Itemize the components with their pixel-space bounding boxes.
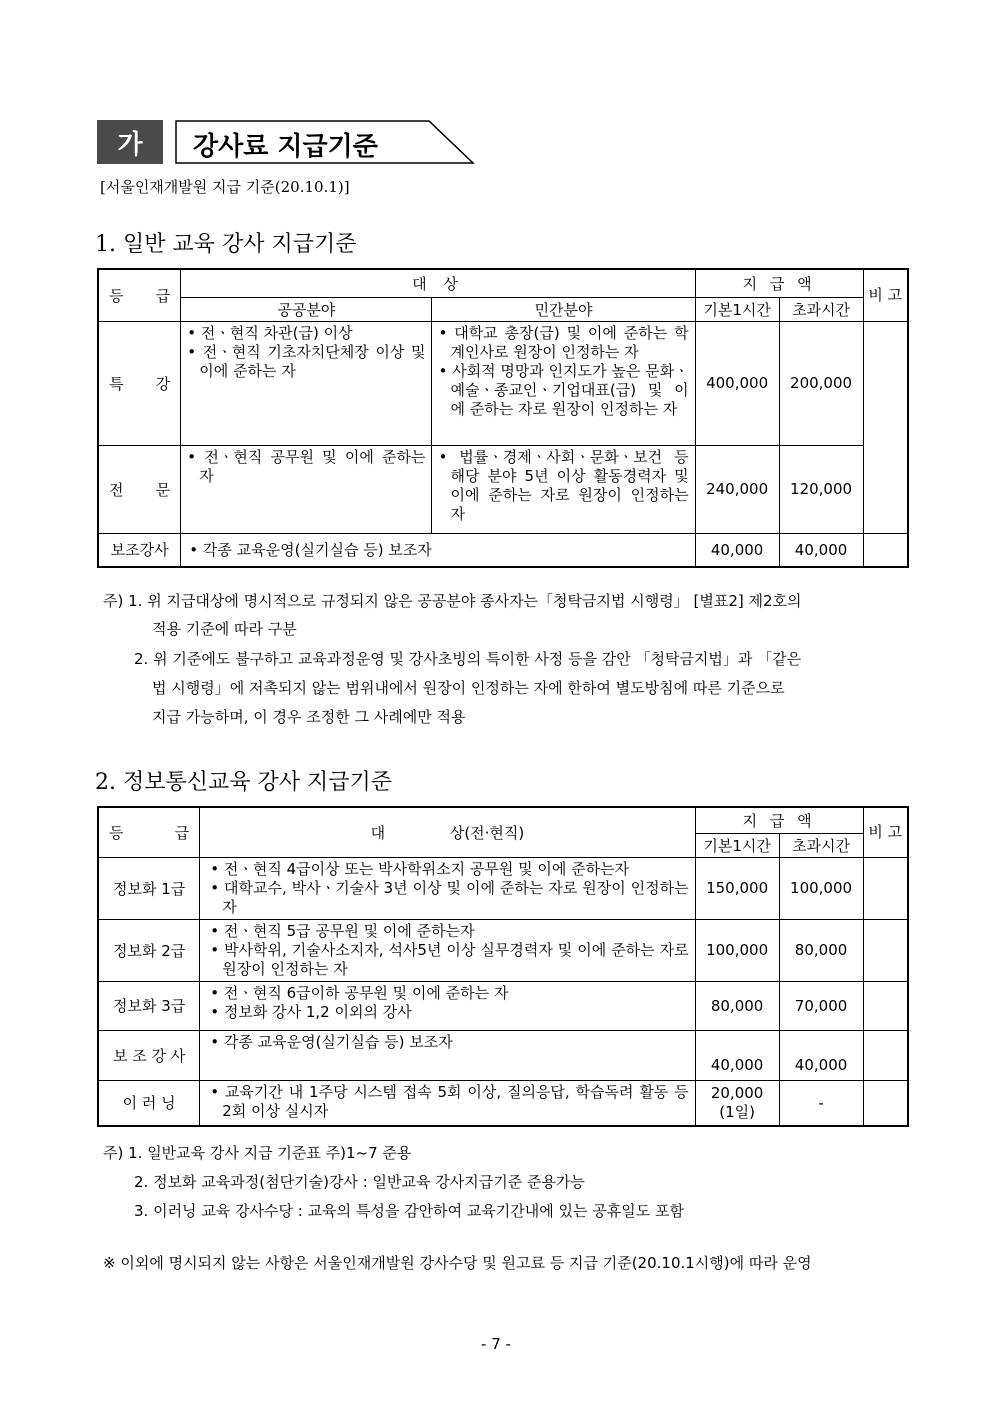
note-1: 주) 1. 일반교육 강사 지급 기준표 주)1~7 준용 [103,1144,412,1162]
list-item: • 전ㆍ현직 5급 공무원 및 이에 준하는자 [210,921,475,940]
note-cell [863,533,908,567]
list-item: • 사회적 명망과 인지도가 높은 문화ㆍ예술ㆍ종교인ㆍ기업대표(급) 및 이에 준하는 자로 원장이 인정하는 자 [438,361,689,418]
table-row [98,919,908,981]
table-row [98,981,908,1030]
header-extra-time: 초과시간 [779,297,863,321]
footnote: ※ 이외에 명시되지 않는 사항은 서울인재개발원 강사수당 및 원고료 등 지급 기준(20.10.1시행)에 따라 운영 [103,1254,812,1272]
note-3: 3. 이러닝 교육 강사수당 : 교육의 특성을 감안하여 교육기간내에 있는 공휴일도 포함 [134,1202,684,1220]
list-item: • 교육기간 내 1주당 시스템 접속 5회 이상, 질의응답, 학습독려 활동 등 2회 이상 실시자 [210,1082,689,1120]
base-pay-amount: 20,000 [710,1083,764,1102]
base-pay-cell: 100,000 [695,919,779,981]
header-target: 대 상 [181,269,695,297]
list-item: • 전ㆍ현직 공무원 및 이에 준하는 자 [187,447,426,485]
note-cell [863,1080,908,1126]
header-grade: 등 급 [98,807,200,857]
header-extra-time: 초과시간 [779,833,863,857]
target-cell [200,981,695,1030]
grade-cell: 정보화 3급 [98,981,200,1030]
base-pay-cell: 400,000 [695,321,779,445]
note-2-cont: 법 시행령」에 저촉되지 않는 범위내에서 원장이 인정하는 자에 한하여 별도방침에 따른 기준으로 [152,679,785,697]
header-pay: 지 급 액 [695,269,863,297]
target-cell [200,1080,695,1126]
public-target-cell [181,445,432,533]
note-1: 주) 1. 위 지급대상에 명시적으로 규정되지 않은 공공분야 종사자는「청탁금지법 시행령」 [별표2] 제2호의 [103,592,802,610]
grade-cell: 특 강 [98,321,181,445]
public-target-cell [181,321,432,445]
grade-cell: 이 러 닝 [98,1080,200,1126]
header-grade: 등 급 [98,269,181,321]
note-1-cont: 적용 기준에 따라 구분 [152,620,297,638]
general-instructor-table [97,268,909,568]
grade-cell: 보 조 강 사 [98,1030,200,1080]
note-cell [863,981,908,1030]
extra-pay-cell: 40,000 [779,1030,863,1080]
base-pay-cell [695,1080,779,1126]
table-row [98,857,908,919]
page-title: 강사료 지급기준 [193,132,378,162]
extra-pay-cell: 120,000 [779,445,863,533]
header-note: 비 고 [863,269,908,321]
note-cell [863,919,908,981]
page-number: - 7 - [481,1335,511,1353]
base-pay-cell: 150,000 [695,857,779,919]
extra-pay-cell: 40,000 [779,533,863,567]
target-cell [200,1030,695,1080]
table-row [98,533,908,567]
grade-cell: 정보화 2급 [98,919,200,981]
extra-pay-cell: - [779,1080,863,1126]
list-item: • 대학교 총장(급) 및 이에 준하는 학계인사로 원장이 인정하는 자 [438,323,689,361]
section-heading [175,120,475,164]
header-base-hour: 기본1시간 [695,297,779,321]
list-item: • 전ㆍ현직 차관(급) 이상 [187,323,353,342]
list-item: • 전ㆍ현직 기초자치단체장 이상 및 이에 준하는 자 [187,342,426,380]
header-public: 공공분야 [181,297,432,321]
table-row [98,1080,908,1126]
extra-pay-cell: 200,000 [779,321,863,445]
base-pay-cell: 240,000 [695,445,779,533]
source-note: [서울인재개발원 지급 기준(20.10.1)] [100,178,350,196]
header-private: 민간분야 [432,297,695,321]
it-instructor-table [97,806,909,1127]
header-target: 대 상(전·현직) [200,807,695,857]
list-item: • 박사학위, 기술사소지자, 석사5년 이상 실무경력자 및 이에 준하는 자로 원장이 인정하는 자 [210,940,689,978]
note-cell [863,857,908,919]
note-2: 2. 정보화 교육과정(첨단기술)강사 : 일반교육 강사지급기준 준용가능 [134,1173,585,1191]
grade-cell: 보조강사 [98,533,181,567]
list-item: • 각종 교육운영(실기실습 등) 보조자 [210,1032,453,1051]
note-2-cont: 지급 가능하며, 이 경우 조정한 그 사례에만 적용 [152,708,466,726]
target-cell: • 각종 교육운영(실기실습 등) 보조자 [181,533,695,567]
table-row [98,445,908,533]
grade-cell: 전 문 [98,445,181,533]
note-cell [863,321,908,533]
header-note: 비 고 [863,807,908,857]
base-pay-cell: 40,000 [695,533,779,567]
note-2: 2. 위 기준에도 불구하고 교육과정운영 및 강사초빙의 특이한 사정 등을 감안 「청탁금지법」과 「같은 [134,650,802,668]
list-item: • 전ㆍ현직 4급이상 또는 박사학위소지 공무원 및 이에 준하는자 [210,859,630,878]
list-item: • 전ㆍ현직 6급이하 공무원 및 이에 준하는 자 [210,983,509,1002]
extra-pay-cell: 80,000 [779,919,863,981]
table-row [98,1030,908,1080]
extra-pay-cell: 100,000 [779,857,863,919]
private-target-cell [432,445,695,533]
base-pay-cell: 80,000 [695,981,779,1030]
header-base-hour: 기본1시간 [695,833,779,857]
note-cell [863,1030,908,1080]
extra-pay-cell: 70,000 [779,981,863,1030]
list-item: • 법률ㆍ경제ㆍ사회ㆍ문화ㆍ보건 등 해당 분야 5년 이상 활동경력자 및 이에 준하는 자로 원장이 인정하는 자 [438,447,689,523]
section2-title: 2. 정보통신교육 강사 지급기준 [95,770,392,795]
private-target-cell [432,321,695,445]
list-item: • 대학교수, 박사ㆍ기술사 3년 이상 및 이에 준하는 자로 원장이 인정하는 자 [210,878,689,916]
grade-cell: 정보화 1급 [98,857,200,919]
target-cell [200,857,695,919]
header-pay: 지 급 액 [695,807,863,833]
target-cell [200,919,695,981]
section1-title: 1. 일반 교육 강사 지급기준 [95,232,357,257]
base-pay-unit: (1일) [719,1102,755,1121]
list-item: • 정보화 강사 1,2 이외의 강사 [210,1002,412,1021]
section-badge: 가 [97,120,163,164]
table-row [98,321,908,445]
base-pay-cell: 40,000 [695,1030,779,1080]
